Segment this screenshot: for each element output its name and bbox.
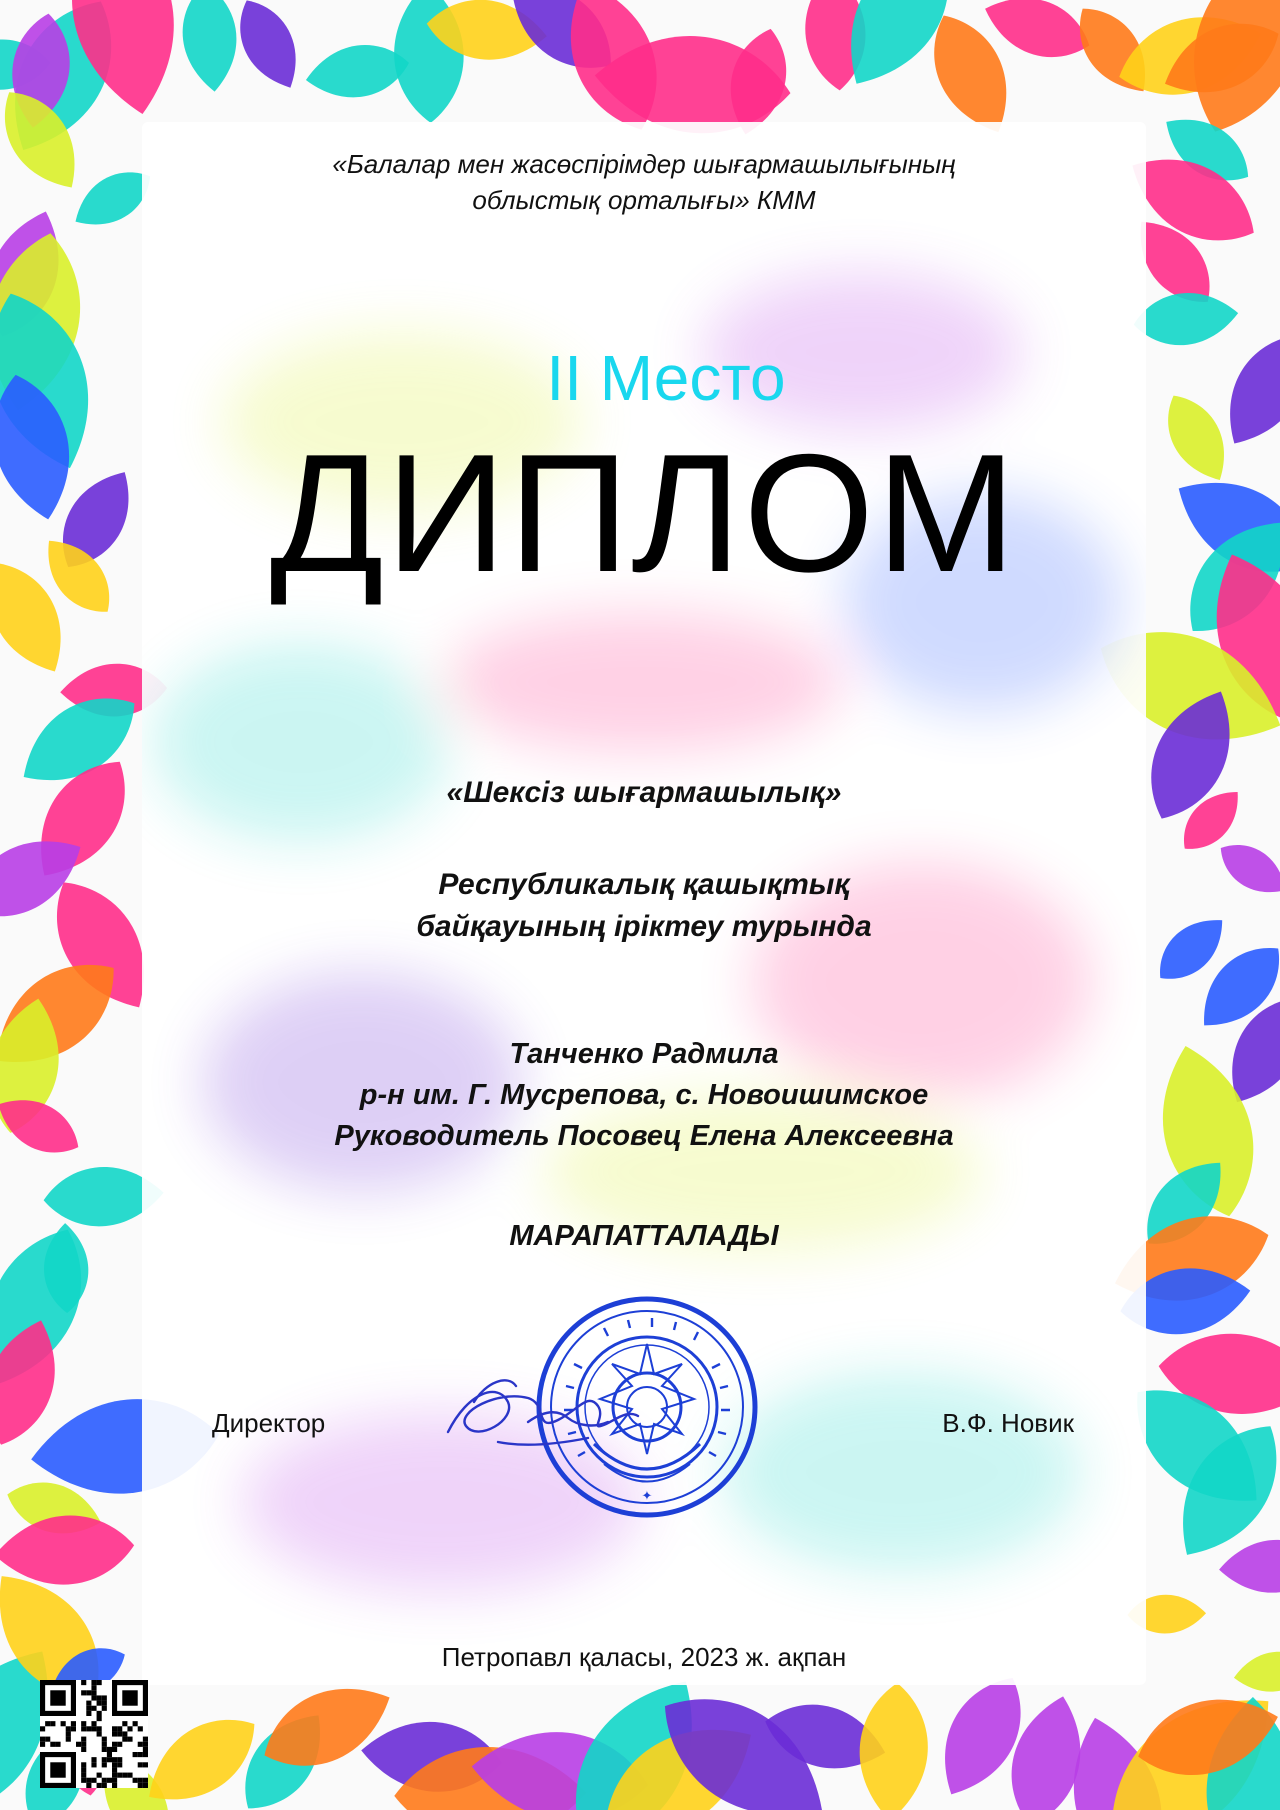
organization-name: [142, 146, 1146, 218]
certificate-panel: [142, 122, 1146, 1685]
contest-round-line-2: байқауының іріктеу турында: [416, 910, 872, 943]
awarded-label: МАРАПАТТАЛАДЫ: [509, 1220, 779, 1252]
signatory-name: В.Ф. Новик: [942, 1408, 1074, 1438]
signatory-role: Директор: [212, 1408, 326, 1438]
organization-line-2: облыстық орталығы» КММ: [472, 185, 816, 215]
contest-round-line-1: Республикалық қашықтық: [438, 868, 850, 901]
place-and-date: Петропавл қаласы, 2023 ж. ақпан: [441, 1642, 847, 1672]
recipient-name: Танченко Радмила: [509, 1038, 779, 1070]
signature-icon: [438, 1362, 648, 1462]
svg-text:✦: ✦: [641, 1488, 653, 1503]
qr-code-icon: [40, 1680, 148, 1788]
organization-line-1: «Балалар мен жасөспірімдер шығармашылығының: [332, 149, 956, 179]
place-label: II Место: [546, 342, 786, 414]
diploma-title: ДИПЛОМ: [269, 419, 1019, 607]
supervisor-name: Руководитель Посовец Елена Алексеевна: [334, 1120, 954, 1152]
recipient-block: [142, 1034, 1146, 1157]
contest-name: «Шексіз шығармашылық»: [446, 776, 842, 809]
recipient-location: р-н им. Г. Мусрепова, с. Новоишимское: [359, 1079, 929, 1111]
contest-round: [142, 864, 1146, 948]
